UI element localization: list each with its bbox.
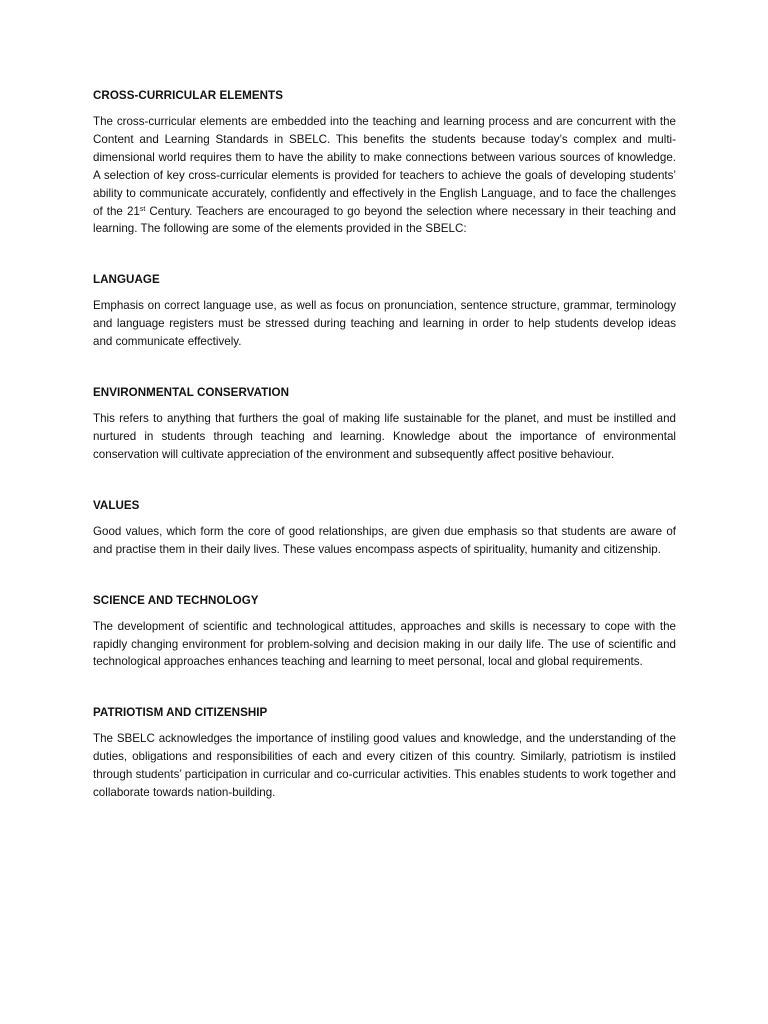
section-paragraph: The SBELC acknowledges the importance of instiling good values and knowledge, and the understanding of the duties, obligations and responsibilities of each and every citizen of this country. Similarly, patriotism is instiled through students’ participation in curricular and co-curricular activities. This enables students to work together and collaborate towards nation-building. bbox=[93, 732, 676, 800]
section-heading: LANGUAGE bbox=[93, 273, 160, 287]
section-values bbox=[93, 497, 676, 559]
section-heading: VALUES bbox=[93, 498, 140, 512]
section-heading: PATRIOTISM AND CITIZENSHIP bbox=[93, 706, 268, 720]
section-paragraph: The development of scientific and technological attitudes, approaches and skills is necessary to cope with the rapidly changing environment for problem-solving and decision making in our daily life. The use of scientific and technological approaches enhances teaching and learning to meet personal, local and global requirements. bbox=[93, 619, 676, 669]
ordinal-superscript: st bbox=[139, 205, 146, 213]
section-language bbox=[93, 271, 676, 351]
section-paragraph: Good values, which form the core of good relationships, are given due emphasis so that students are aware of and practise them in their daily lives. These values encompass aspects of spirituality, humanity and citizenship. bbox=[93, 524, 676, 556]
section-paragraph: Emphasis on correct language use, as well as focus on pronunciation, sentence structure, grammar, terminology and language registers must be stressed during teaching and learning in order to help students develop ideas and communicate effectively. bbox=[93, 299, 676, 349]
section-science-and-technology bbox=[93, 592, 676, 672]
section-heading: CROSS-CURRICULAR ELEMENTS bbox=[93, 89, 283, 102]
section-environmental-conservation bbox=[93, 384, 676, 464]
paragraph-text-continued: Century. Teachers are encouraged to go beyond the selection where necessary in their teaching and learning. The following are some of the elements provided in the SBELC: bbox=[93, 204, 677, 236]
section-patriotism-and-citizenship bbox=[93, 704, 676, 802]
paragraph-text: The cross-curricular elements are embedded into the teaching and learning process and are concurrent with the Content and Learning Standards in SBELC. This benefits the students because today’s complex and multi-dimensional world requires them to have the ability to make connections between various sources of knowledge. A selection of key cross-curricular elements is provided for teachers to achieve the goals of developing students’ ability to communicate accurately, confidently and effectively in the English Language, and to face the challenges of the 21 bbox=[93, 115, 676, 218]
section-paragraph bbox=[93, 113, 676, 238]
section-heading: ENVIRONMENTAL CONSERVATION bbox=[93, 386, 290, 400]
section-cross-curricular-elements bbox=[93, 87, 676, 238]
section-heading: SCIENCE AND TECHNOLOGY bbox=[93, 593, 259, 607]
section-paragraph: This refers to anything that furthers the goal of making life sustainable for the planet, and must be instilled and nurtured in students through teaching and learning. Knowledge about the importance of environmental conservation will cultivate appreciation of the environment and subsequently affect positive behaviour. bbox=[93, 412, 676, 461]
